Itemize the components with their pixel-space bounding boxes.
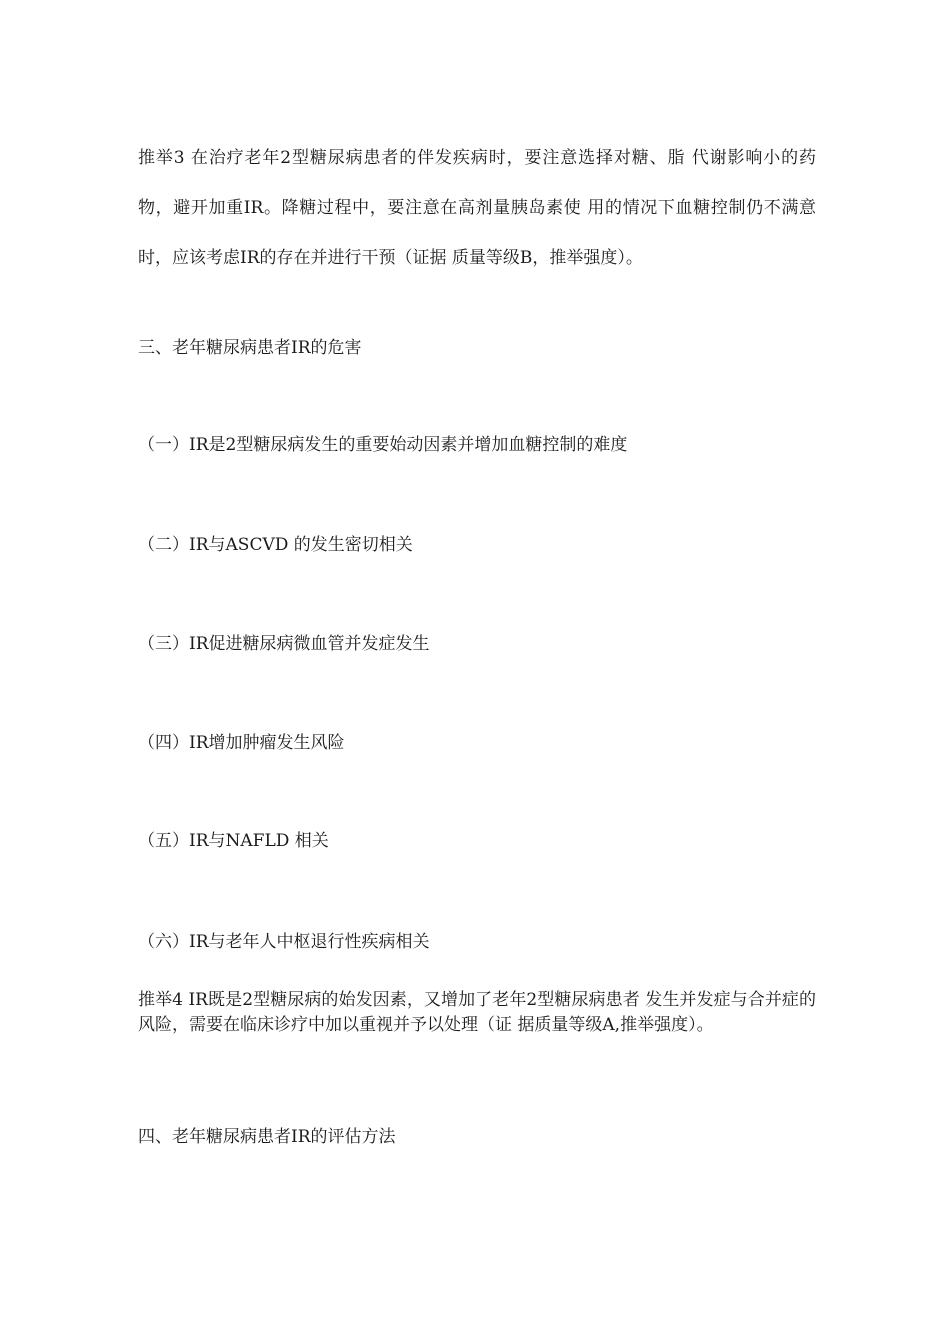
section-3-item-3: （三）IR促进糖尿病微血管并发症发生 bbox=[138, 634, 430, 654]
section-3-item-1: （一）IR是2型糖尿病发生的重要始动因素并增加血糖控制的难度 bbox=[138, 435, 628, 455]
recommendation-3-paragraph: 推举3 在治疗老年2型糖尿病患者的伴发疾病时，要注意选择对糖、脂 代谢影响小的药物，避开加重IR。降糖过程中，要注意在高剂量胰岛素使 用的情况下血糖控制仍不满意时，应该考虑IR的存在并进行干预（证据 质量等级B，推举强度）。 bbox=[138, 148, 816, 268]
section-3-item-6: （六）IR与老年人中枢退行性疾病相关 bbox=[138, 932, 430, 952]
section-3-item-5: （五）IR与NAFLD 相关 bbox=[138, 831, 329, 851]
section-4-heading: 四、老年糖尿病患者IR的评估方法 bbox=[138, 1127, 396, 1147]
section-3-item-4: （四）IR增加肿瘤发生风险 bbox=[138, 733, 345, 753]
section-3-item-2: （二）IR与ASCVD 的发生密切相关 bbox=[138, 535, 413, 555]
section-3-heading: 三、老年糖尿病患者IR的危害 bbox=[138, 338, 362, 358]
recommendation-4-paragraph: 推举4 IR既是2型糖尿病的始发因素，又增加了老年2型糖尿病患者 发生并发症与合并症的风险，需要在临床诊疗中加以重视并予以处理（证 据质量等级A,推举强度）。 bbox=[138, 990, 816, 1035]
